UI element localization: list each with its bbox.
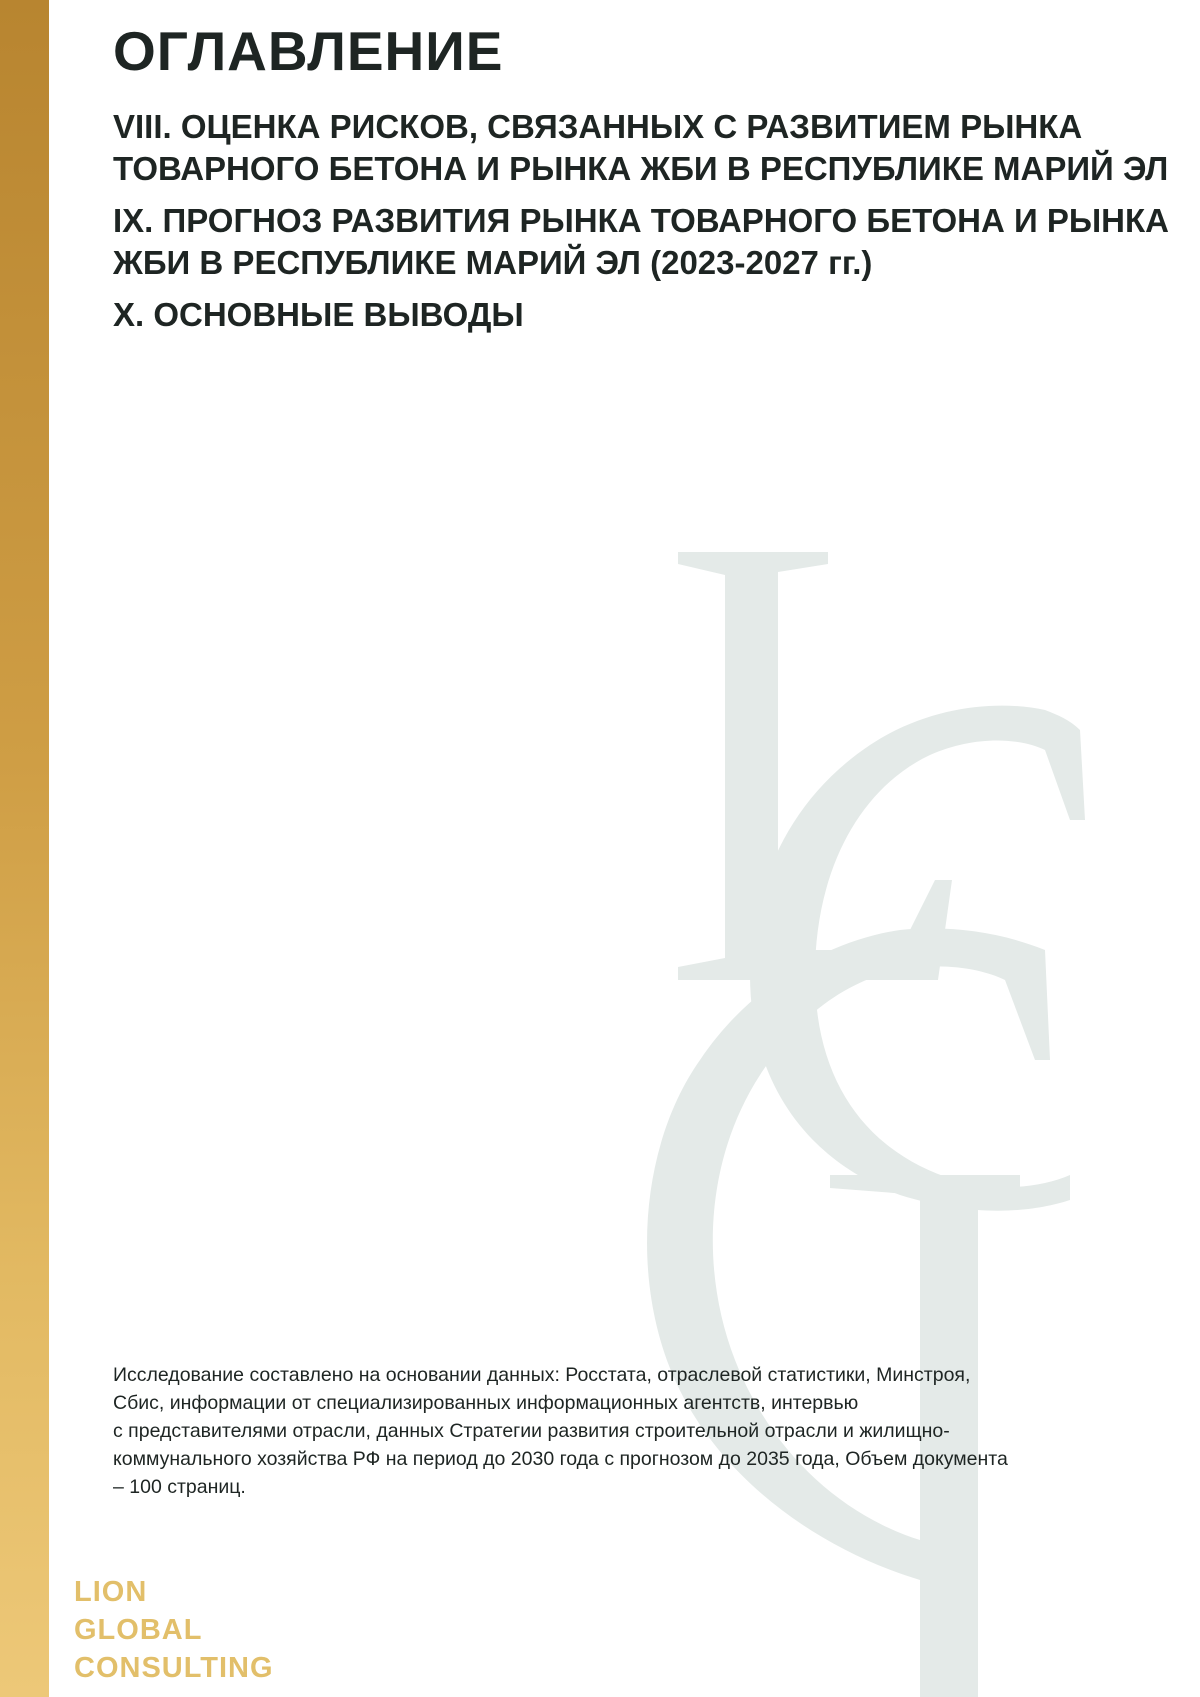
- lcg-monogram-watermark: [600, 520, 1160, 1697]
- watermark-letter-g: [647, 928, 1050, 1697]
- toc-item-x[interactable]: X. ОСНОВНЫЕ ВЫВОДЫ: [113, 296, 524, 333]
- brand-line-lion: LION: [74, 1576, 148, 1608]
- gold-accent-bar: [0, 0, 49, 1697]
- toc-item-ix[interactable]: IX. ПРОГНОЗ РАЗВИТИЯ РЫНКА ТОВАРНОГО БЕТОНА И РЫНКА ЖБИ В РЕСПУБЛИКЕ МАРИЙ ЭЛ (2023-2027 гг.): [113, 202, 1169, 281]
- table-of-contents: [113, 106, 1173, 346]
- source-note: Исследование составлено на основании данных: Росстата, отраслевой статистики, Минстроя, Сбис, информации от специализированных информационных агентств, интервью с представителями отрасли, данных Стратегии развития строительной отрасли и жилищно- коммунального хозяйства РФ на период до 2030 года с прогнозом до 2035 года, Объем документа – 100 страниц.: [113, 1364, 1008, 1498]
- brand-line-global: GLOBAL: [74, 1614, 203, 1646]
- brand-logo: [74, 1573, 274, 1687]
- page-title: ОГЛАВЛЕНИЕ: [113, 20, 504, 82]
- brand-line-consulting: CONSULTING: [74, 1652, 274, 1684]
- toc-item-viii[interactable]: VIII. ОЦЕНКА РИСКОВ, СВЯЗАННЫХ С РАЗВИТИЕМ РЫНКА ТОВАРНОГО БЕТОНА И РЫНКА ЖБИ В РЕСПУБЛИКЕ МАРИЙ ЭЛ: [113, 108, 1169, 187]
